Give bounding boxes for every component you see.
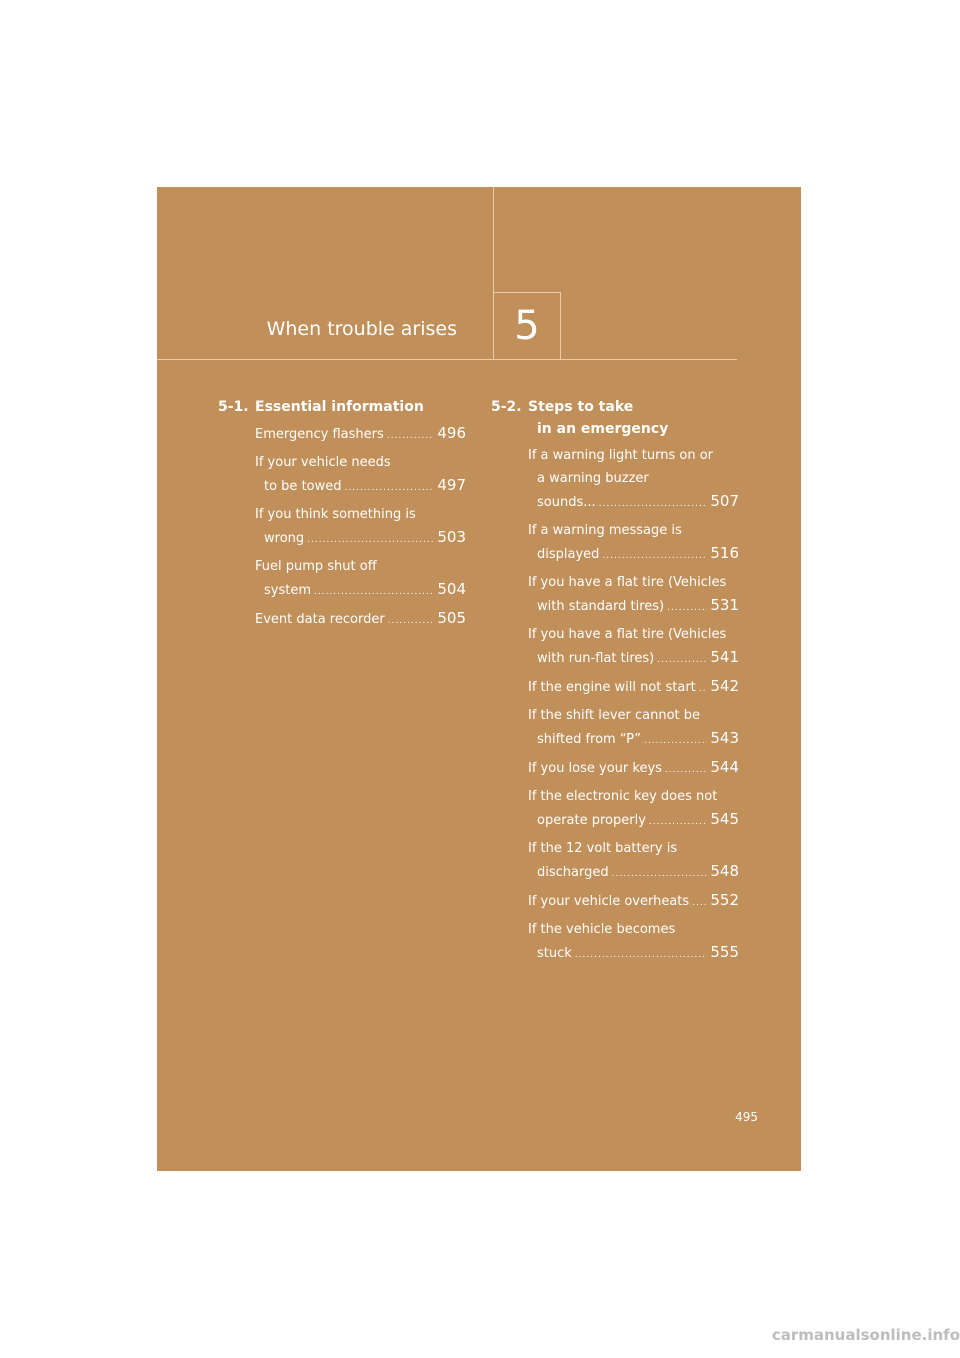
- toc-page-number: 555: [710, 943, 739, 961]
- toc-list: [255, 422, 466, 633]
- toc-entry[interactable]: [255, 451, 466, 500]
- toc-entry[interactable]: [528, 785, 739, 834]
- toc-page-number: 507: [710, 492, 739, 510]
- leader-dots: [699, 678, 708, 701]
- toc-entry-text: If the engine will not start: [528, 680, 696, 695]
- toc-entry-text-cont: a warning buzzer: [537, 471, 649, 486]
- divider-horizontal: [157, 359, 737, 360]
- toc-entry[interactable]: [255, 503, 466, 552]
- toc-entry-text-cont: with standard tires): [537, 599, 665, 614]
- toc-page-number: 497: [437, 476, 466, 494]
- toc-entry-text: If you lose your keys: [528, 761, 662, 776]
- toc-entry-text: If your vehicle overheats: [528, 894, 690, 909]
- toc-entry-text: If the 12 volt battery is: [528, 841, 678, 856]
- leader-dots: [575, 944, 708, 967]
- section-heading: [491, 396, 739, 440]
- toc-entry-text-cont: sounds...: [537, 495, 596, 510]
- toc-entry-text-cont: with run-flat tires): [537, 651, 655, 666]
- leader-dots: [649, 811, 707, 834]
- toc-page-number: 548: [710, 862, 739, 880]
- toc-page-number: 541: [710, 648, 739, 666]
- leader-dots: [599, 493, 708, 516]
- toc-page-number: 544: [710, 758, 739, 776]
- toc-entry-text: If the vehicle becomes: [528, 922, 676, 937]
- section-title: Steps to take in an emergency: [528, 399, 669, 437]
- toc-page-number: 531: [710, 596, 739, 614]
- page-number: 495: [735, 1110, 758, 1124]
- toc-entry[interactable]: [255, 607, 466, 633]
- toc-entry-text: If you think something is: [255, 507, 416, 522]
- toc-entry-text-cont: to be towed: [264, 479, 342, 494]
- toc-page-number: 504: [437, 580, 466, 598]
- leader-dots: [612, 863, 708, 886]
- toc-entry[interactable]: [528, 837, 739, 886]
- section-5-2: [491, 396, 739, 970]
- toc-entry-text-cont: system: [264, 583, 311, 598]
- toc-entry[interactable]: [255, 555, 466, 604]
- leader-dots: [387, 425, 435, 448]
- toc-entry-text-cont: operate properly: [537, 813, 646, 828]
- leader-dots: [667, 597, 707, 620]
- toc-entry-text: If a warning message is: [528, 523, 682, 538]
- toc-entry-text-cont: shifted from “P”: [537, 732, 641, 747]
- toc-entry-text: If you have a flat tire (Vehicles: [528, 575, 727, 590]
- toc-entry[interactable]: [528, 519, 739, 568]
- toc-entry[interactable]: [528, 918, 739, 967]
- toc-entry[interactable]: [528, 756, 739, 782]
- toc-page-number: 503: [437, 528, 466, 546]
- chapter-title: When trouble arises: [266, 318, 457, 340]
- watermark: carmanualsonline.info: [771, 1326, 960, 1344]
- leader-dots: [692, 892, 707, 915]
- toc-entry-text: If a warning light turns on or: [528, 448, 713, 463]
- leader-dots: [657, 649, 707, 672]
- leader-dots: [388, 610, 435, 633]
- toc-entry-text: Fuel pump shut off: [255, 559, 377, 574]
- leader-dots: [644, 730, 707, 753]
- toc-entry[interactable]: [528, 675, 739, 701]
- leader-dots: [314, 581, 434, 604]
- toc-entry-text: Emergency flashers: [255, 427, 384, 442]
- toc-entry[interactable]: [528, 444, 739, 516]
- toc-page-number: 516: [710, 544, 739, 562]
- toc-page-number: 543: [710, 729, 739, 747]
- toc-entry-text: If you have a flat tire (Vehicles: [528, 627, 727, 642]
- toc-page-number: 505: [437, 609, 466, 627]
- leader-dots: [345, 477, 435, 500]
- toc-entry[interactable]: [528, 704, 739, 753]
- toc-page-number: 542: [710, 677, 739, 695]
- toc-page-number: 545: [710, 810, 739, 828]
- toc-page-number: 552: [710, 891, 739, 909]
- toc-page-number: 496: [437, 424, 466, 442]
- section-5-1: [218, 396, 466, 636]
- toc-entry-text: If the electronic key does not: [528, 789, 718, 804]
- toc-entry[interactable]: [255, 422, 466, 448]
- toc-entry[interactable]: [528, 571, 739, 620]
- toc-entry-text: If the shift lever cannot be: [528, 708, 701, 723]
- leader-dots: [602, 545, 707, 568]
- toc-entry-text-cont: wrong: [264, 531, 305, 546]
- toc-entry-text-cont: discharged: [537, 865, 609, 880]
- toc-entry-text-cont: displayed: [537, 547, 600, 562]
- leader-dots: [665, 759, 707, 782]
- toc-entry-text: Event data recorder: [255, 612, 385, 627]
- section-title: Essential information: [255, 399, 424, 415]
- toc-entry-text: If your vehicle needs: [255, 455, 391, 470]
- section-heading: [218, 396, 466, 418]
- toc-entry[interactable]: [528, 889, 739, 915]
- chapter-number: 5: [493, 292, 561, 359]
- toc-list: [528, 444, 739, 967]
- section-number: 5-2.: [491, 399, 522, 415]
- toc-entry[interactable]: [528, 623, 739, 672]
- toc-entry-text-cont: stuck: [537, 946, 572, 961]
- leader-dots: [307, 529, 434, 552]
- section-number: 5-1.: [218, 399, 249, 415]
